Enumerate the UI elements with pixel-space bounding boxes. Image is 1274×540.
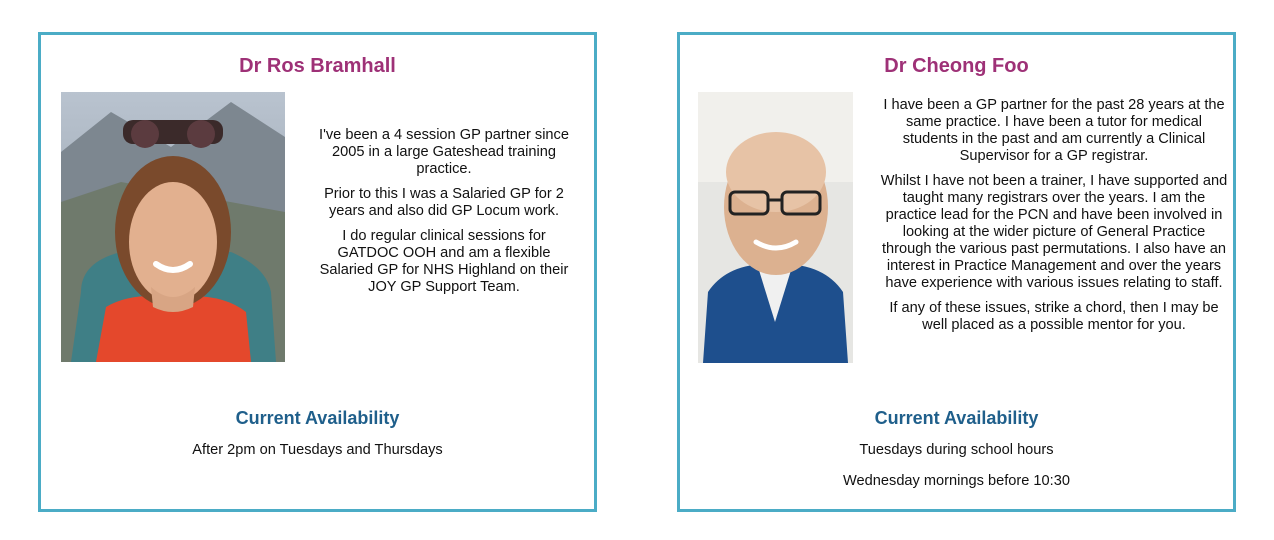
bio-paragraph: I do regular clinical sessions for GATDOC OOH and am a flexible Salaried GP for NHS Highland on their JOY GP Support Team.	[319, 228, 569, 295]
mentor-card-ros-bramhall	[38, 32, 597, 512]
mentor-bio	[880, 97, 1228, 342]
availability-item: Tuesdays during school hours	[859, 442, 1054, 458]
availability-heading: Current Availability	[235, 408, 400, 428]
bio-paragraph: If any of these issues, strike a chord, then I may be well placed as a possible mentor for you.	[889, 300, 1219, 333]
mentor-photo	[698, 92, 853, 363]
bio-paragraph: Whilst I have not been a trainer, I have supported and taught many registrars over the years. I am the practice lead for the PCN and have been involved in looking at the wider picture of General Practice through the various past permutations. I also have an interest in Practice Management and over the years have experience with various issues relating to staff.	[880, 173, 1228, 291]
bio-paragraph: Prior to this I was a Salaried GP for 2 years and also did GP Locum work.	[324, 186, 564, 219]
mentor-photo	[61, 92, 285, 362]
mentor-bio	[312, 127, 576, 304]
availability-item: After 2pm on Tuesdays and Thursdays	[192, 442, 443, 458]
availability-item: Wednesday mornings before 10:30	[843, 473, 1070, 489]
mentor-name: Dr Cheong Foo	[884, 55, 1029, 77]
availability-list	[680, 441, 1233, 503]
availability-heading: Current Availability	[874, 408, 1039, 428]
bio-paragraph: I have been a GP partner for the past 28 years at the same practice. I have been a tutor for medical students in the past and am currently a Clinical Supervisor for a GP registrar.	[883, 97, 1225, 164]
availability-list	[41, 441, 594, 472]
bio-paragraph: I've been a 4 session GP partner since 2005 in a large Gateshead training practice.	[319, 127, 569, 177]
mentor-card-cheong-foo	[677, 32, 1236, 512]
mentor-name: Dr Ros Bramhall	[239, 55, 396, 77]
